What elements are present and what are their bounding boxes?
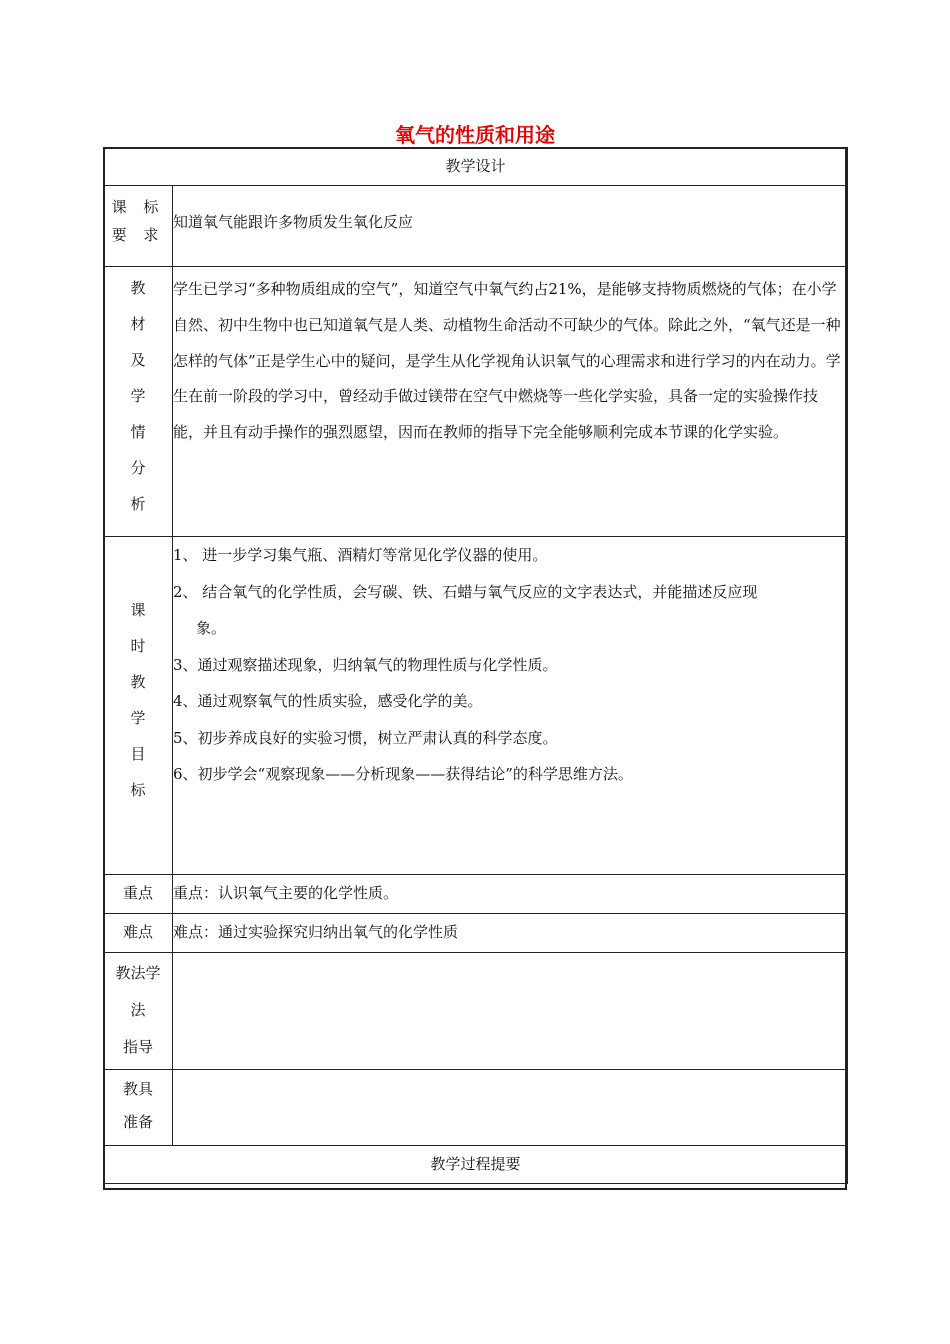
objective-item: 2、 结合氧气的化学性质，会写碳、铁、石蜡与氧气反应的文字表达式，并能描述反应现 — [173, 582, 758, 601]
analysis-label-char: 教 — [130, 279, 146, 297]
tools-label-line: 准备 — [122, 1113, 153, 1131]
methods-label-line: 教法学 — [115, 964, 161, 982]
methods-row — [104, 953, 848, 1070]
analysis-label-char: 学 — [130, 387, 146, 405]
objective-item: 6、初步学会“观察现象——分析现象——获得结论”的科学思维方法。 — [173, 765, 633, 783]
key-point-label: 重点 — [104, 875, 173, 914]
objective-item: 3、通过观察描述现象，归纳氧气的物理性质与化学性质。 — [173, 655, 558, 674]
tools-label — [104, 1070, 173, 1146]
difficulty-text: 难点：通过实验探究归纳出氧气的化学性质 — [173, 914, 848, 953]
tools-text — [173, 1070, 848, 1146]
objectives-label-char: 教 — [130, 673, 146, 691]
methods-label-line: 法 — [130, 1001, 146, 1019]
methods-text — [173, 953, 848, 1070]
analysis-label-char: 材 — [130, 315, 146, 333]
objective-item: 5、初步养成良好的实验习惯，树立严肃认真的科学态度。 — [173, 728, 558, 747]
footer-cell: 教学过程提要 — [104, 1146, 848, 1184]
tools-label-line: 教具 — [122, 1080, 153, 1098]
objectives-row — [104, 537, 848, 875]
objective-item: 4、通过观察氧气的性质实验，感受化学的美。 — [173, 692, 483, 710]
objectives-label-char: 学 — [130, 709, 146, 727]
objectives-list — [173, 537, 848, 875]
methods-label-line: 指导 — [122, 1038, 153, 1056]
header-cell: 教学设计 — [104, 148, 848, 186]
objectives-label-char: 目 — [130, 745, 146, 763]
header-row — [104, 148, 848, 186]
objectives-label-char: 标 — [130, 781, 146, 799]
footer-row — [104, 1146, 848, 1184]
analysis-label-char: 分 — [130, 459, 146, 477]
analysis-label-char: 及 — [130, 351, 146, 369]
document-title: 氧气的性质和用途 — [395, 123, 555, 147]
requirements-text: 知道氧气能跟许多物质发生氧化反应 — [173, 186, 848, 267]
requirements-label-line1: 课 标 — [111, 198, 165, 216]
objective-item-continued: 象。 — [196, 619, 227, 637]
objective-item: 1、 进一步学习集气瓶、酒精灯等常见化学仪器的使用。 — [173, 546, 548, 564]
methods-label — [104, 953, 173, 1070]
key-point-row — [104, 875, 848, 914]
requirements-label — [104, 186, 173, 267]
analysis-label — [104, 267, 173, 537]
objectives-label-char: 时 — [130, 637, 146, 655]
analysis-text: 学生已学习“多种物质组成的空气”，知道空气中氧气约占21%，是能够支持物质燃烧的气体；在小学自然、初中生物中也已知道氧气是人类、动植物生命活动不可缺少的气体。除此之外，“氧气还是一种怎样的气体”正是学生心中的疑问，是学生从化学视角认识氧气的心理需求和进行学习的内在动力。学生在前一阶段的学习中，曾经动手做过镁带在空气中燃烧等一些化学实验，具备一定的实验操作技能，并且有动手操作的强烈愿望，因而在教师的指导下完全能够顺利完成本节课的化学实验。 — [173, 267, 848, 537]
tools-row — [104, 1070, 848, 1146]
analysis-label-char: 情 — [130, 423, 146, 441]
lesson-plan-table — [103, 147, 848, 1184]
analysis-label-char: 析 — [130, 495, 146, 513]
key-point-text: 重点：认识氧气主要的化学性质。 — [173, 875, 848, 914]
objectives-label-char: 课 — [130, 601, 146, 619]
requirements-row — [104, 186, 848, 267]
difficulty-label: 难点 — [104, 914, 173, 953]
requirements-label-line2: 要 求 — [111, 226, 165, 244]
difficulty-row — [104, 914, 848, 953]
objectives-label — [104, 537, 173, 875]
analysis-row — [104, 267, 848, 537]
